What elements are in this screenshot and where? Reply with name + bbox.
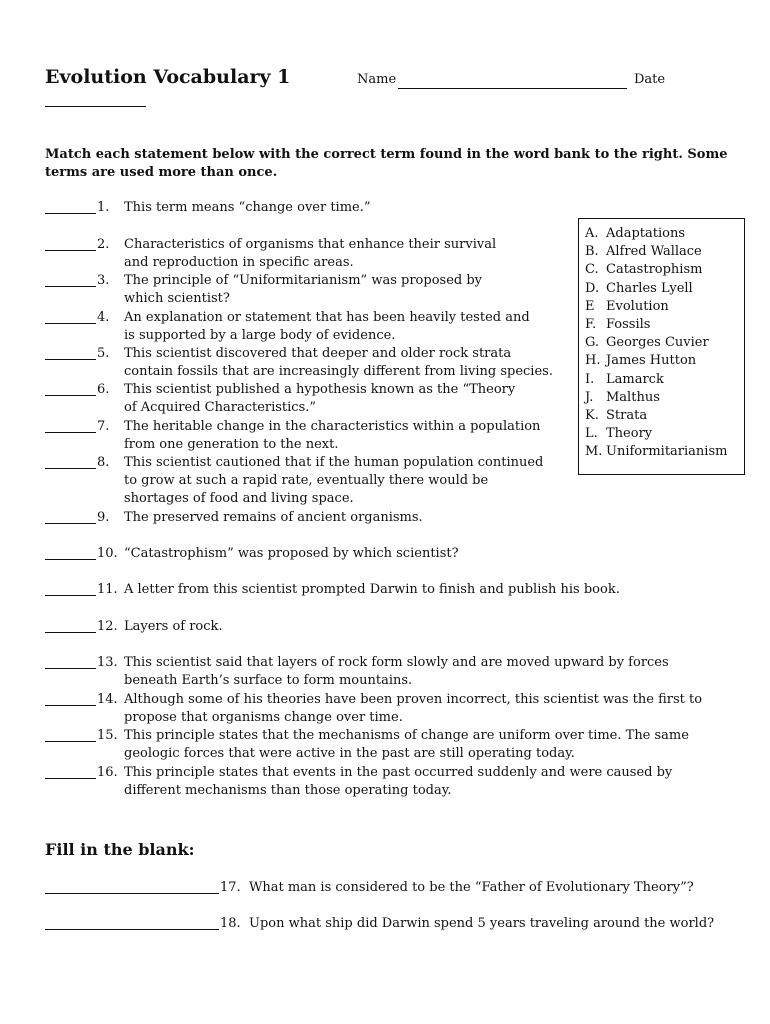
word-bank-term: Evolution [606,298,669,314]
question-number: 18. [220,916,241,931]
question-text: This scientist cautioned that if the human population continued to grow at such a rapid rate, eventually there would be shortages of food and living space. [124,455,544,506]
word-bank-term: Fossils [606,316,651,332]
word-bank-term: Georges Cuvier [606,335,709,351]
word-bank-term: Catastrophism [606,262,703,278]
word-bank-letter: C. [585,262,599,278]
question-text: This scientist discovered that deeper and older rock strata contain fossils that are increasingly different from living species. [124,346,553,379]
word-bank-letter: M. [585,444,603,460]
word-bank-letter: H. [585,353,601,369]
word-bank-item [579,316,744,334]
answer-blank[interactable] [45,705,96,706]
word-bank-letter: L. [585,426,598,442]
word-bank-item [579,334,744,352]
question-number: 5. [97,346,110,361]
question-text: The preserved remains of ancient organisms. [124,510,423,525]
answer-blank[interactable] [45,468,96,469]
answer-blank[interactable] [45,359,96,360]
question-text: Although some of his theories have been proven incorrect, this scientist was the first to propose that organisms change over time. [124,692,703,725]
question-text: Upon what ship did Darwin spend 5 years traveling around the world? [249,916,715,931]
word-bank-item [579,298,744,316]
question-number: 12. [97,619,118,634]
name-label: Name [357,72,397,87]
question-number: 17. [220,880,241,895]
answer-blank[interactable] [45,668,96,669]
question-text: A letter from this scientist prompted Darwin to finish and publish his book. [124,582,620,597]
word-bank-letter: B. [585,244,599,260]
word-bank-term: Alfred Wallace [606,244,702,260]
answer-blank[interactable] [45,286,96,287]
date-field[interactable] [45,106,146,107]
answer-blank[interactable] [45,893,219,894]
answer-blank[interactable] [45,523,96,524]
word-bank-item [579,389,744,407]
instructions: Match each statement below with the correct term found in the word bank to the right. Some terms are used more than once. [45,147,728,180]
word-bank-letter: G. [585,335,600,351]
word-bank-letter: E [585,298,595,314]
word-bank-letter: I. [585,371,595,387]
word-bank-item [579,407,744,425]
question-number: 1. [97,200,110,215]
word-bank-term: Malthus [606,389,660,405]
question-text: This scientist published a hypothesis known as the “Theory of Acquired Characteristics.” [124,382,516,415]
question-number: 4. [97,310,110,325]
question-number: 3. [97,273,110,288]
question-text: This scientist said that layers of rock form slowly and are moved upward by forces beneath Earth’s surface to form mountains. [124,655,669,688]
question-text: The principle of “Uniformitarianism” was proposed by which scientist? [124,273,483,306]
word-bank-term: James Hutton [606,353,697,369]
question-number: 13. [97,655,118,670]
question-number: 11. [97,582,118,597]
question-number: 8. [97,455,110,470]
word-bank-letter: J. [585,389,594,405]
word-bank-item [579,225,744,243]
answer-blank[interactable] [45,778,96,779]
worksheet-title: Evolution Vocabulary 1 [45,66,291,88]
date-label: Date [634,72,666,87]
question-number: 10. [97,546,118,561]
answer-blank[interactable] [45,323,96,324]
question-text: This principle states that events in the past occurred suddenly and were caused by different mechanisms than those operating today. [124,765,673,798]
question-number: 7. [97,419,110,434]
word-bank-letter: D. [585,280,600,296]
question-text: An explanation or statement that has been heavily tested and is supported by a large body of evidence. [124,310,530,343]
question-text: The heritable change in the characteristics within a population from one generation to the next. [124,419,541,452]
question-number: 9. [97,510,110,525]
question-text: This principle states that the mechanisms of change are uniform over time. The same geologic forces that were active in the past are still operating today. [124,728,689,761]
question-number: 2. [97,237,110,252]
word-bank-term: Uniformitarianism [606,444,728,460]
question-text: What man is considered to be the “Father of Evolutionary Theory”? [249,880,694,895]
answer-blank[interactable] [45,395,96,396]
word-bank-item [579,443,744,461]
answer-blank[interactable] [45,595,96,596]
question-number: 16. [97,765,118,780]
question-text: “Catastrophism” was proposed by which scientist? [124,546,459,561]
word-bank-item [579,425,744,443]
question-text: Layers of rock. [124,619,223,634]
word-bank-term: Adaptations [606,226,686,241]
word-bank-term: Lamarck [606,371,664,387]
question-text: Characteristics of organisms that enhance their survival and reproduction in specific areas. [124,237,497,270]
word-bank-term: Theory [606,426,653,442]
word-bank-item [579,280,744,298]
answer-blank[interactable] [45,250,96,251]
word-bank-item [579,371,744,389]
answer-blank[interactable] [45,559,96,560]
answer-blank[interactable] [45,632,96,633]
question-number: 15. [97,728,118,743]
word-bank-item [579,352,744,370]
word-bank-letter: A. [585,226,599,241]
word-bank-item [579,261,744,279]
word-bank-term: Strata [606,407,648,423]
word-bank-term: Charles Lyell [606,280,693,296]
name-field[interactable] [398,88,627,89]
word-bank-letter: K. [585,407,599,423]
word-bank-letter: F. [585,316,597,332]
word-bank [578,218,745,475]
answer-blank[interactable] [45,213,96,214]
answer-blank[interactable] [45,432,96,433]
answer-blank[interactable] [45,741,96,742]
fill-in-heading: Fill in the blank: [45,840,195,859]
answer-blank[interactable] [45,929,219,930]
word-bank-item [579,243,744,261]
question-number: 6. [97,382,110,397]
question-number: 14. [97,692,118,707]
question-text: This term means “change over time.” [124,200,371,215]
